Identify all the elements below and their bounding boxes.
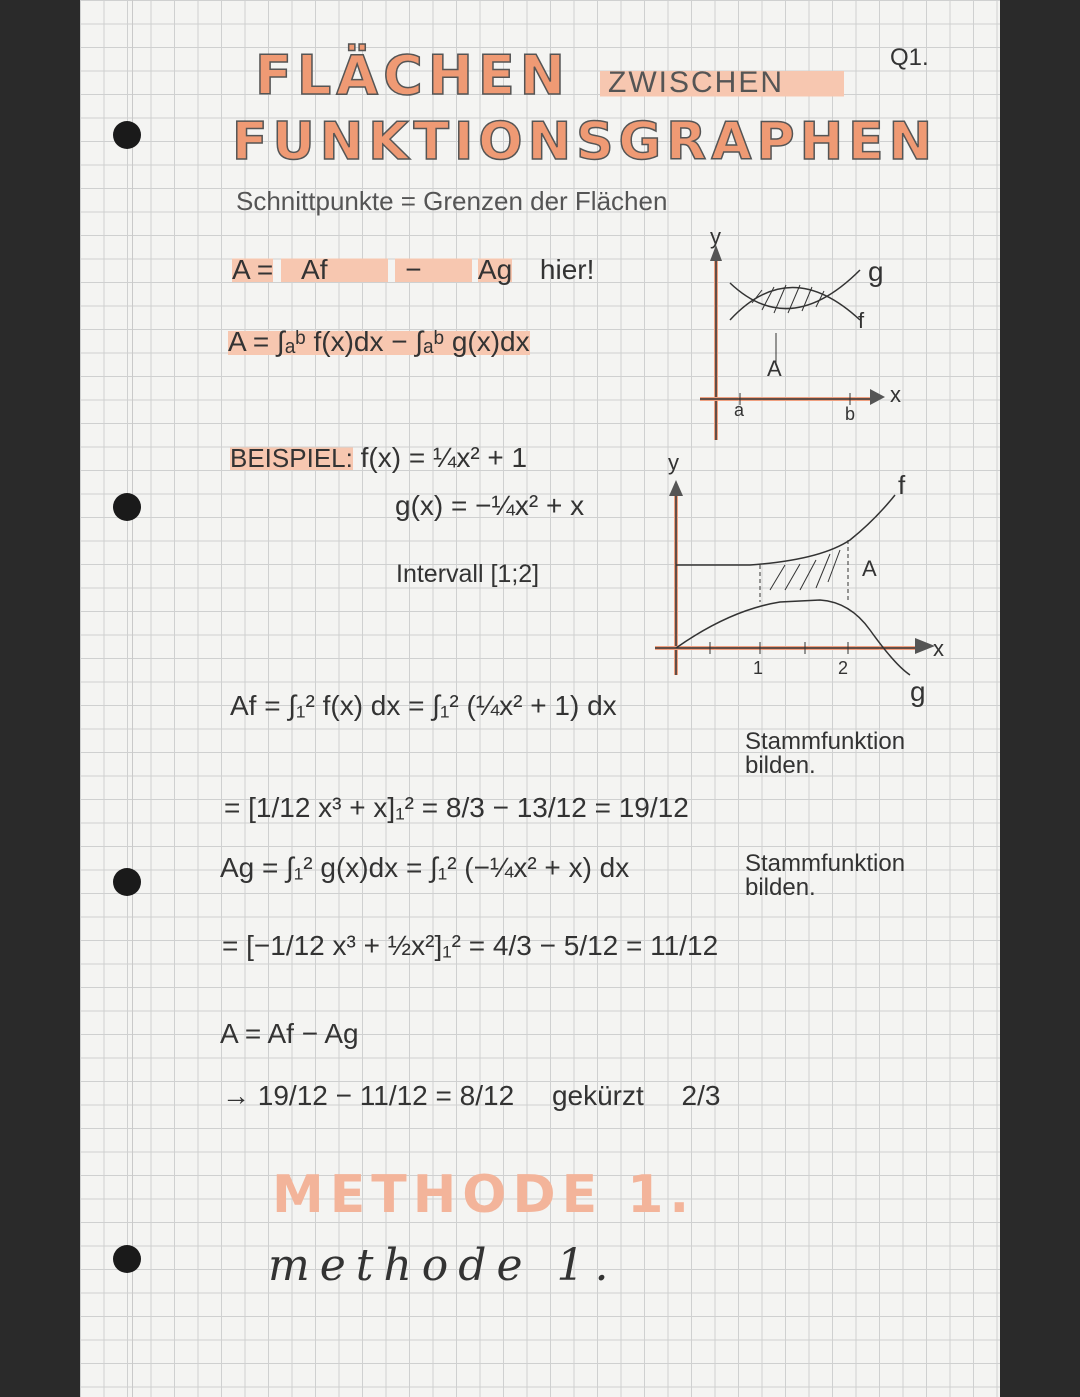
formula-area (232, 254, 594, 286)
reduced-label: gekürzt (551, 1080, 644, 1111)
diagram-intersection (690, 225, 950, 445)
ag-note: Stammfunktion bilden. (745, 850, 906, 901)
curve-g (676, 600, 910, 675)
margin-line (132, 0, 133, 1397)
formula-integral: A = ∫ₐᵇ f(x)dx − ∫ₐᵇ g(x)dx (228, 326, 530, 357)
d1-y-label: y (710, 224, 721, 249)
formula-minus: − (395, 254, 471, 285)
punch-hole (113, 493, 141, 521)
d2-g-label: g (910, 676, 926, 707)
d1-b-label: b (845, 404, 856, 424)
d2-y-label: y (668, 450, 679, 475)
formula-a: A = (232, 254, 274, 285)
af-line2: = [1/12 x³ + x]₁² = 8/3 − 13/12 = 19/12 (224, 792, 689, 823)
d1-A-label: A (767, 356, 782, 381)
d2-A-label: A (862, 556, 877, 581)
intro-text: Schnittpunkte = Grenzen der Flächen (236, 186, 668, 216)
example-f: f(x) = ¼x² + 1 (360, 442, 528, 473)
formula-af: Af (281, 254, 387, 285)
d1-g-label: g (868, 256, 884, 287)
af-line1: Af = ∫₁² f(x) dx = ∫₁² (¼x² + 1) dx (230, 690, 617, 721)
example-row (230, 442, 527, 474)
method-script: methode 1. (268, 1240, 619, 1291)
result: → 19/12 − 11/12 = 8/12 (222, 1080, 515, 1111)
curve-g (730, 288, 860, 321)
page-tag: Q1. (890, 44, 929, 71)
title-line1: FLÄCHEN (255, 44, 570, 107)
punch-hole (113, 1245, 141, 1273)
title-small: ZWISCHEN (600, 66, 844, 100)
example-g: g(x) = −¼x² + x (395, 490, 585, 521)
ag-line1: Ag = ∫₁² g(x)dx = ∫₁² (−¼x² + x) dx (220, 852, 630, 883)
a-line: A = Af − Ag (220, 1018, 359, 1049)
punch-hole (113, 868, 141, 896)
d2-tick-1: 1 (753, 658, 764, 678)
d1-f-label: f (858, 308, 865, 333)
formula-note: hier! (539, 254, 595, 285)
curve-f (676, 495, 895, 565)
formula-ag: Ag (477, 254, 513, 285)
d1-x-label: x (890, 382, 901, 407)
diagram-example (650, 470, 950, 700)
result-line (222, 1080, 720, 1112)
example-interval: Intervall [1;2] (396, 560, 540, 588)
d2-f-label: f (898, 470, 906, 500)
reduced-value: 2/3 (681, 1080, 721, 1111)
d1-a-label: a (734, 400, 745, 420)
af-note: Stammfunktion bilden. (745, 728, 906, 779)
d2-tick-2: 2 (838, 658, 849, 678)
ag-line2: = [−1/12 x³ + ½x²]₁² = 4/3 − 5/12 = 11/12 (222, 930, 719, 961)
example-label: BEISPIEL: (230, 443, 353, 473)
method-label: METHODE 1. (272, 1165, 696, 1225)
d2-x-label: x (933, 636, 944, 661)
punch-hole (113, 121, 141, 149)
title-line2: FUNKTIONSGRAPHEN (232, 112, 938, 172)
